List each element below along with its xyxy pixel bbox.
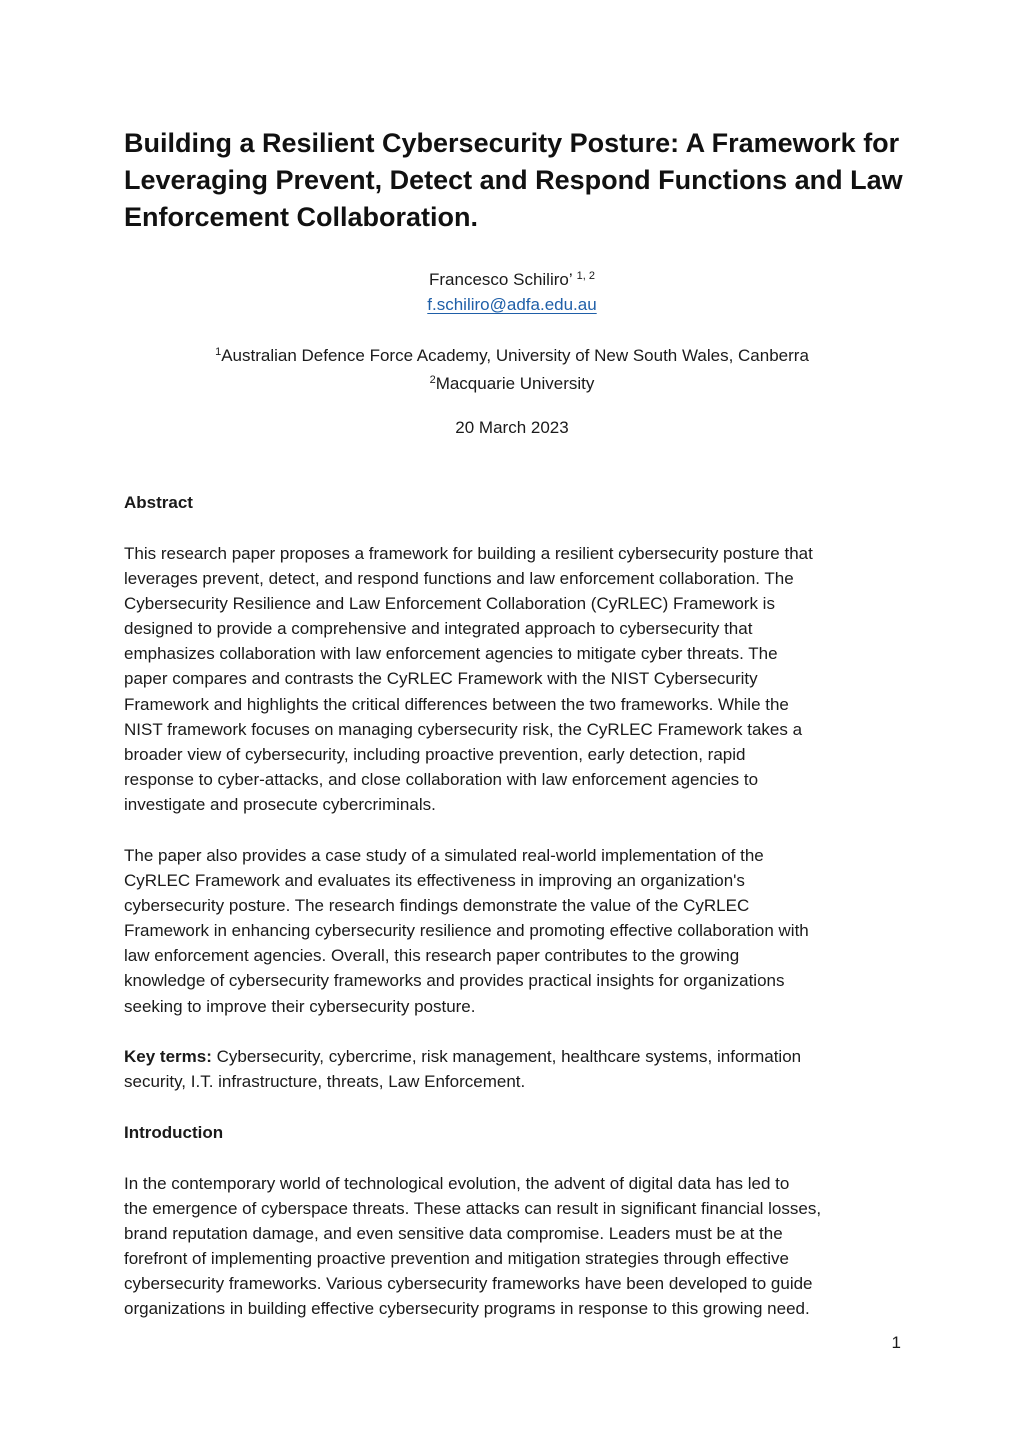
author-affiliation-marks: 1, 2 [576, 270, 595, 282]
introduction-paragraph [124, 1171, 914, 1322]
paper-title [124, 125, 914, 236]
text-line: paper compares and contrasts the CyRLEC Framework with the NIST Cybersecurity [124, 669, 758, 689]
key-terms [124, 1044, 914, 1094]
text-line: cybersecurity posture. The research findings demonstrate the value of the CyRLEC [124, 896, 750, 916]
abstract-heading: Abstract [124, 493, 193, 512]
affiliation-text: Australian Defence Force Academy, University of New South Wales, Canberra [221, 346, 809, 365]
text-line: Cybersecurity Resilience and Law Enforcement Collaboration (CyRLEC) Framework is [124, 594, 775, 614]
author-name: Francesco Schiliro’ [429, 270, 573, 289]
text-line: forefront of implementing proactive prevention and mitigation strategies through effective [124, 1249, 789, 1269]
title-line: Enforcement Collaboration. [124, 202, 479, 232]
text-line: seeking to improve their cybersecurity posture. [124, 996, 476, 1016]
introduction-heading: Introduction [124, 1123, 224, 1142]
author-block [0, 264, 1024, 317]
text-line: In the contemporary world of technological evolution, the advent of digital data has led to [124, 1174, 790, 1193]
text-line: emphasizes collaboration with law enforcement agencies to mitigate cyber threats. The [124, 644, 778, 664]
text-line: cybersecurity frameworks. Various cybersecurity frameworks have been developed to guide [124, 1274, 813, 1294]
text-line: leverages prevent, detect, and respond functions and law enforcement collaboration. The [124, 569, 794, 589]
text-line: the emergence of cyberspace threats. These attacks can result in significant financial losses, [124, 1199, 822, 1219]
affiliation-text: Macquarie University [435, 374, 595, 393]
text-line: organizations in building effective cybersecurity programs in response to this growing need. [124, 1299, 810, 1319]
title-line: Building a Resilient Cybersecurity Posture: A Framework for [124, 128, 900, 158]
abstract-paragraph-2 [124, 843, 914, 1019]
page-number: 1 [891, 1333, 901, 1352]
affiliation-1 [0, 340, 1024, 368]
text-line: investigate and prosecute cybercriminals. [124, 794, 436, 814]
text-line: NIST framework focuses on managing cybersecurity risk, the CyRLEC Framework takes a [124, 719, 803, 739]
text-line: law enforcement agencies. Overall, this research paper contributes to the growing [124, 946, 740, 966]
text-line: designed to provide a comprehensive and integrated approach to cybersecurity that [124, 619, 753, 639]
text-line: broader view of cybersecurity, including proactive prevention, early detection, rapid [124, 744, 746, 764]
affiliation-mark: 2 [429, 374, 436, 386]
text-line: CyRLEC Framework and evaluates its effectiveness in improving an organization's [124, 871, 745, 891]
affiliation-mark: 1 [215, 346, 222, 358]
key-terms-line: security, I.T. infrastructure, threats, Law Enforcement. [124, 1072, 526, 1092]
author-email-link[interactable]: f.schiliro@adfa.edu.au [427, 295, 597, 314]
author-name-line [0, 264, 1024, 292]
key-terms-text: Cybersecurity, cybercrime, risk management, healthcare systems, information [211, 1047, 802, 1066]
text-line: knowledge of cybersecurity frameworks and provides practical insights for organizations [124, 971, 785, 991]
publication-date: 20 March 2023 [455, 418, 569, 437]
text-line: Framework and highlights the critical differences between the two frameworks. While the [124, 694, 789, 714]
key-terms-line [124, 1044, 914, 1069]
affiliations [0, 340, 1024, 396]
abstract-paragraph-1 [124, 541, 914, 817]
text-line: The paper also provides a case study of a simulated real-world implementation of the [124, 846, 764, 865]
text-line: response to cyber-attacks, and close collaboration with law enforcement agencies to [124, 769, 759, 789]
title-line: Leveraging Prevent, Detect and Respond Functions and Law [124, 165, 903, 195]
key-terms-label: Key terms: [124, 1047, 212, 1066]
text-line: This research paper proposes a framework for building a resilient cybersecurity posture that [124, 544, 813, 563]
text-line: Framework in enhancing cybersecurity resilience and promoting effective collaboration with [124, 921, 809, 941]
text-line: brand reputation damage, and even sensitive data compromise. Leaders must be at the [124, 1224, 783, 1244]
affiliation-2 [0, 368, 1024, 396]
